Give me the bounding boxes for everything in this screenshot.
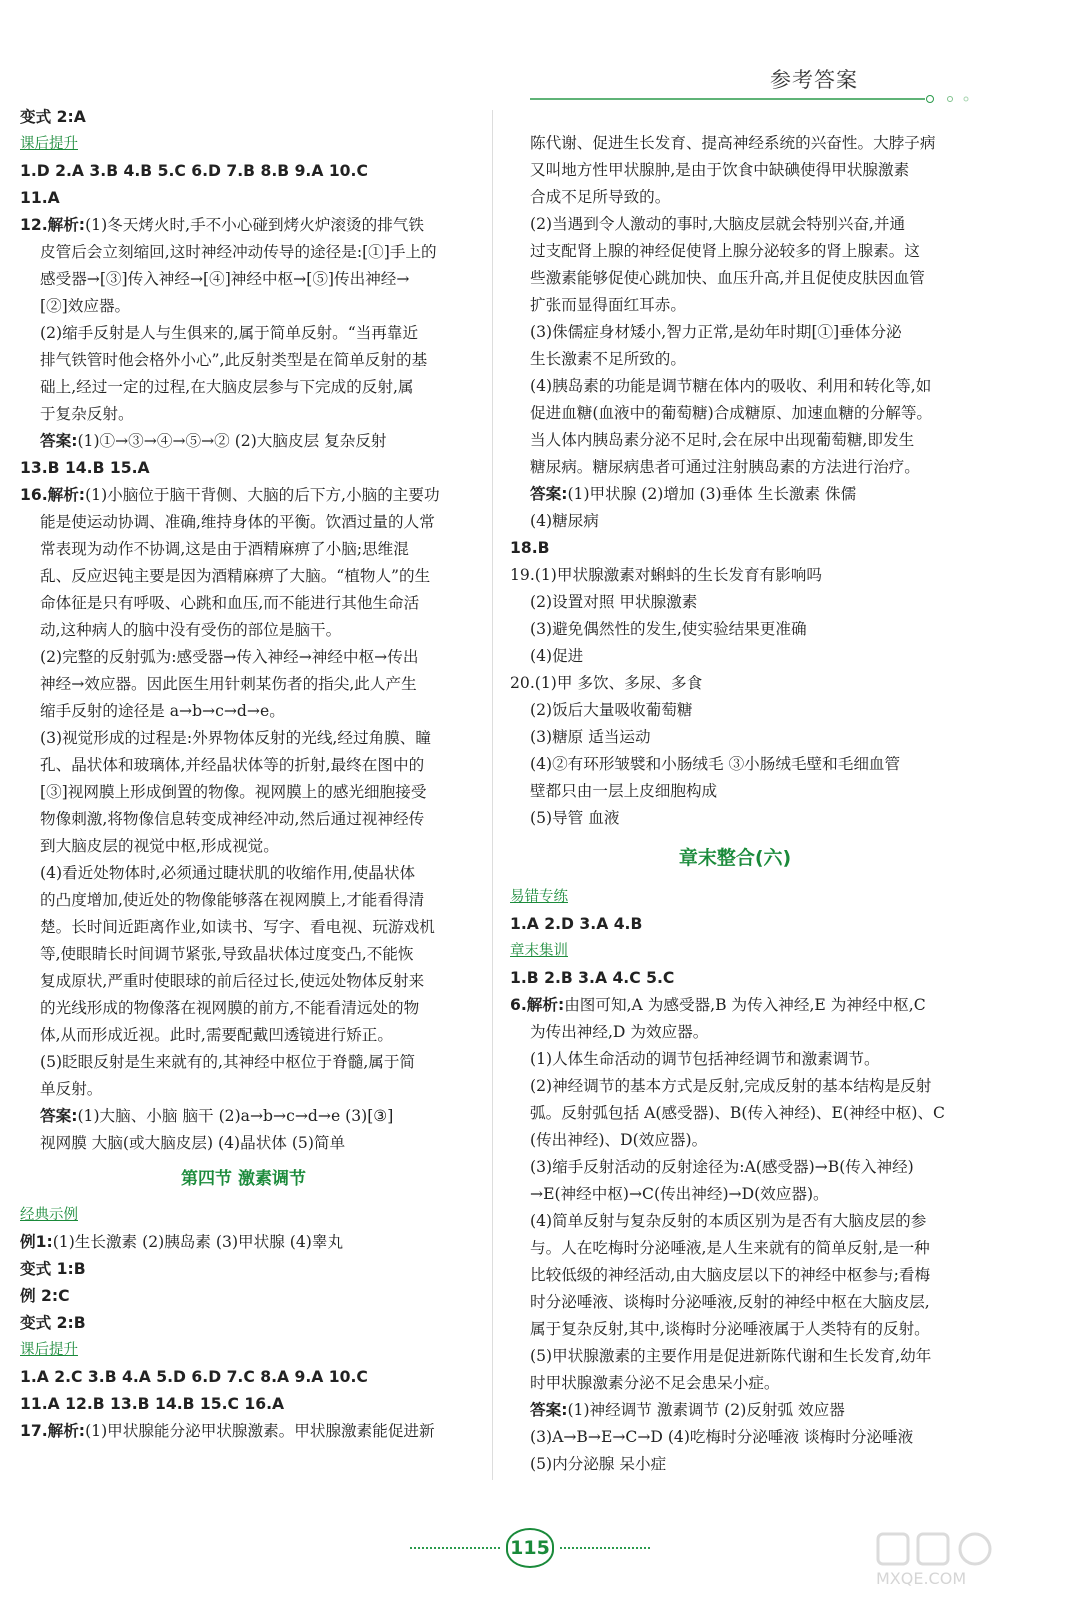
answer-line: (4)看近处物体时,必须通过睫状肌的收缩作用,使晶状体 (40, 864, 416, 882)
answer-label: 答案: (40, 432, 78, 450)
section-title: 第四节 激素调节 (181, 1169, 306, 1189)
answer-line: (2)当遇到令人激动的事时,大脑皮层就会特别兴奋,并通 (530, 215, 906, 233)
answer-line: (4)糖尿病 (530, 512, 599, 530)
answer-line: 11.A 12.B 13.B 14.B 15.C 16.A (20, 1395, 285, 1413)
answer-line: 又叫地方性甲状腺肿,是由于饮食中缺碘使得甲状腺激素 (530, 161, 910, 179)
answer-line: 例 2:C (20, 1287, 70, 1305)
answer-label: 答案: (530, 485, 568, 503)
left-column (20, 104, 467, 1445)
answer-line: (2)缩手反射是人与生俱来的,属于简单反射。“当再靠近 (40, 324, 419, 342)
answer-line: 1.B 2.B 3.A 4.C 5.C (510, 969, 675, 987)
answer-line: 1.D 2.A 3.B 4.B 5.C 6.D 7.B 8.B 9.A 10.C (20, 162, 368, 180)
chapter-title: 章末整合(六) (678, 847, 792, 869)
footer-dots-left (410, 1547, 500, 1549)
answer-line: (3)避免偶然性的发生,使实验结果更准确 (530, 620, 807, 638)
answer-line: (4)胰岛素的功能是调节糖在体内的吸收、利用和转化等,如 (530, 377, 932, 395)
answer-line: 当人体内胰岛素分泌不足时,会在尿中出现葡萄糖,即发生 (530, 431, 915, 449)
section-subheading: 章末集训 (510, 943, 568, 959)
section-subheading: 易错专练 (510, 889, 568, 905)
answer-line: (4)促进 (530, 647, 584, 665)
answer-line: 神经→效应器。因此医生用针刺某伤者的指尖,此人产生 (40, 675, 417, 693)
answer-line: 11.A (20, 189, 60, 207)
right-column (510, 130, 960, 1478)
answer-line: 属于复杂反射,其中,谈梅时分泌唾液属于人类特有的反射。 (530, 1320, 930, 1338)
watermark-logo (870, 1530, 1050, 1590)
answer-line: 壁都只由一层上皮细胞构成 (530, 782, 718, 800)
page-footer (350, 1528, 710, 1568)
answer-line: (4)简单反射与复杂反射的本质区别为是否有大脑皮层的参 (530, 1212, 927, 1230)
footer-dots-right (560, 1547, 650, 1549)
answer-line: 1.A 2.C 3.B 4.A 5.D 6.D 7.C 8.A 9.A 10.C (20, 1368, 368, 1386)
page-header-title: 参考答案 (770, 68, 858, 92)
analysis-label: 16.解析: (20, 486, 86, 504)
header-decor-line (530, 95, 970, 103)
answer-line: 命体征是只有呼吸、心跳和血压,而不能进行其他生命活 (40, 594, 420, 612)
answer-line: (3)糖原 适当运动 (530, 728, 651, 746)
answer-line: 能是使运动协调、准确,维持身体的平衡。饮酒过量的人常 (40, 513, 435, 531)
answer-line: 19.(1)甲状腺激素对蝌蚪的生长发育有影响吗 (510, 566, 822, 584)
answer-line: 答案:(1)神经调节 激素调节 (2)反射弧 效应器 (530, 1401, 845, 1419)
answer-line: 皮管后会立刻缩回,这时神经冲动传导的途径是:[①]手上的 (40, 243, 437, 261)
answer-line: 变式 2:A (20, 108, 86, 126)
answer-line: 生长激素不足所致的。 (530, 350, 686, 368)
answer-line: (3)侏儒症身材矮小,智力正常,是幼年时期[①]垂体分泌 (530, 323, 902, 341)
answer-line: 到大脑皮层的视觉中枢,形成视觉。 (40, 837, 279, 855)
answer-label: 答案: (40, 1107, 78, 1125)
answer-line: 缩手反射的途径是 a→b→c→d→e。 (40, 702, 285, 720)
section-subheading: 课后提升 (20, 136, 78, 152)
section-subheading: 经典示例 (20, 1207, 78, 1223)
answer-line: 变式 1:B (20, 1260, 86, 1278)
answer-line: [③]视网膜上形成倒置的物像。视网膜上的感光细胞接受 (40, 783, 427, 801)
answer-line: 13.B 14.B 15.A (20, 459, 150, 477)
answer-line: 单反射。 (40, 1080, 103, 1098)
answer-line: 扩张而显得面红耳赤。 (530, 296, 686, 314)
answer-line: 常表现为动作不协调,这是由于酒精麻痹了小脑;思维混 (40, 540, 409, 558)
answer-line: 过支配肾上腺的神经促使肾上腺分泌较多的肾上腺素。这 (530, 242, 920, 260)
answer-line: 17.解析:(1)甲状腺能分泌甲状腺激素。甲状腺激素能促进新 (20, 1422, 435, 1440)
answer-line: (3)缩手反射活动的反射途径为:A(感受器)→B(传入神经) (530, 1158, 914, 1176)
answer-line: 时甲状腺激素分泌不足会患呆小症。 (530, 1374, 780, 1392)
answer-line: 弧。反射弧包括 A(感受器)、B(传入神经)、E(神经中枢)、C (530, 1104, 945, 1122)
answer-line: 孔、晶状体和玻璃体,并经晶状体等的折射,最终在图中的 (40, 756, 425, 774)
answer-line: (2)饭后大量吸收葡萄糖 (530, 701, 693, 719)
answer-line: 促进血糖(血液中的葡萄糖)合成糖原、加速血糖的分解等。 (530, 404, 933, 422)
answer-line: 陈代谢、促进生长发育、提高神经系统的兴奋性。大脖子病 (530, 134, 936, 152)
answer-line: 16.解析:(1)小脑位于脑干背侧、大脑的后下方,小脑的主要功 (20, 486, 440, 504)
answer-line: 础上,经过一定的过程,在大脑皮层参与下完成的反射,属 (40, 378, 414, 396)
answer-line: (2)完整的反射弧为:感受器→传入神经→神经中枢→传出 (40, 648, 419, 666)
answer-line: 比较低级的神经活动,由大脑皮层以下的神经中枢参与;看梅 (530, 1266, 931, 1284)
answer-line: (5)导管 血液 (530, 809, 620, 827)
page-number: 115 (506, 1528, 554, 1568)
answer-line: (传出神经)、D(效应器)。 (530, 1131, 708, 1149)
answer-line: 感受器→[③]传入神经→[④]神经中枢→[⑤]传出神经→ (40, 270, 410, 288)
answer-line: 12.解析:(1)冬天烤火时,手不小心碰到烤火炉滚烫的排气铁 (20, 216, 424, 234)
answer-line: 例1:(1)生长激素 (2)胰岛素 (3)甲状腺 (4)睾丸 (20, 1233, 344, 1251)
answer-line: 些激素能够促使心跳加快、血压升高,并且促使皮肤因血管 (530, 269, 925, 287)
answer-line: 楚。长时间近距离作业,如读书、写字、看电视、玩游戏机 (40, 918, 435, 936)
answer-line: 糖尿病。糖尿病患者可通过注射胰岛素的方法进行治疗。 (530, 458, 920, 476)
answer-line: 动,这种病人的脑中没有受伤的部位是脑干。 (40, 621, 342, 639)
answer-line: 与。人在吃梅时分泌唾液,是人生来就有的简单反射,是一种 (530, 1239, 930, 1257)
answer-line: 等,使眼睛长时间调节紧张,导致晶状体过度变凸,不能恢 (40, 945, 414, 963)
answer-line: (4)②有环形皱襞和小肠绒毛 ③小肠绒毛壁和毛细血管 (530, 755, 901, 773)
answer-line: (3)A→B→E→C→D (4)吃梅时分泌唾液 谈梅时分泌唾液 (530, 1428, 914, 1446)
answer-line: 1.A 2.D 3.A 4.B (510, 915, 643, 933)
answer-line: 体,从而形成近视。此时,需要配戴凹透镜进行矫正。 (40, 1026, 393, 1044)
answer-line: (2)设置对照 甲状腺激素 (530, 593, 698, 611)
section-subheading: 课后提升 (20, 1342, 78, 1358)
answer-line: →E(神经中枢)→C(传出神经)→D(效应器)。 (530, 1185, 829, 1203)
example-label: 例1: (20, 1233, 53, 1251)
answer-line: (3)视觉形成的过程是:外界物体反射的光线,经过角膜、瞳 (40, 729, 431, 747)
answer-line: 排气铁管时他会格外小心”,此反射类型是在简单反射的基 (40, 351, 428, 369)
answer-line: 6.解析:由图可知,A 为感受器,B 为传入神经,E 为神经中枢,C (510, 996, 926, 1014)
answer-line: 的凸度增加,使近处的物像能够落在视网膜上,才能看得清 (40, 891, 425, 909)
answer-line: 变式 2:B (20, 1314, 86, 1332)
answer-line: 为传出神经,D 为效应器。 (530, 1023, 709, 1041)
svg-text:MXQE.COM: MXQE.COM (876, 1569, 967, 1588)
answer-line: (2)神经调节的基本方式是反射,完成反射的基本结构是反射 (530, 1077, 932, 1095)
answer-line: 视网膜 大脑(或大脑皮层) (4)晶状体 (5)简单 (40, 1134, 346, 1152)
answer-line: 答案:(1)大脑、小脑 脑干 (2)a→b→c→d→e (3)[③] (40, 1107, 394, 1125)
analysis-label: 6.解析: (510, 996, 565, 1014)
column-divider (492, 110, 493, 1480)
answer-line: (5)内分泌腺 呆小症 (530, 1455, 667, 1473)
answer-line: 答案:(1)甲状腺 (2)增加 (3)垂体 生长激素 侏儒 (530, 485, 857, 503)
answer-label: 答案: (530, 1401, 568, 1419)
answer-line: 时分泌唾液、谈梅时分泌唾液,反射的神经中枢在大脑皮层, (530, 1293, 930, 1311)
analysis-label: 17.解析: (20, 1422, 86, 1440)
answer-line: 的光线形成的物像落在视网膜的前方,不能看清远处的物 (40, 999, 420, 1017)
answer-line: 答案:(1)①→③→④→⑤→② (2)大脑皮层 复杂反射 (40, 432, 387, 450)
answer-line: 合成不足所导致的。 (530, 188, 671, 206)
answer-line: 乱、反应迟钝主要是因为酒精麻痹了大脑。“植物人”的生 (40, 567, 431, 585)
answer-line: (5)甲状腺激素的主要作用是促进新陈代谢和生长发育,幼年 (530, 1347, 932, 1365)
answer-line: 18.B (510, 539, 550, 557)
answer-line: 于复杂反射。 (40, 405, 134, 423)
answer-line: 复成原状,严重时使眼球的前后径过长,使远处物体反射来 (40, 972, 425, 990)
answer-line: (1)人体生命活动的调节包括神经调节和激素调节。 (530, 1050, 880, 1068)
answer-line: [②]效应器。 (40, 297, 131, 315)
analysis-label: 12.解析: (20, 216, 86, 234)
answer-line: 20.(1)甲 多饮、多尿、多食 (510, 674, 703, 692)
answer-line: (5)眨眼反射是生来就有的,其神经中枢位于脊髓,属于简 (40, 1053, 416, 1071)
answer-line: 物像刺激,将物像信息转变成神经冲动,然后通过视神经传 (40, 810, 425, 828)
